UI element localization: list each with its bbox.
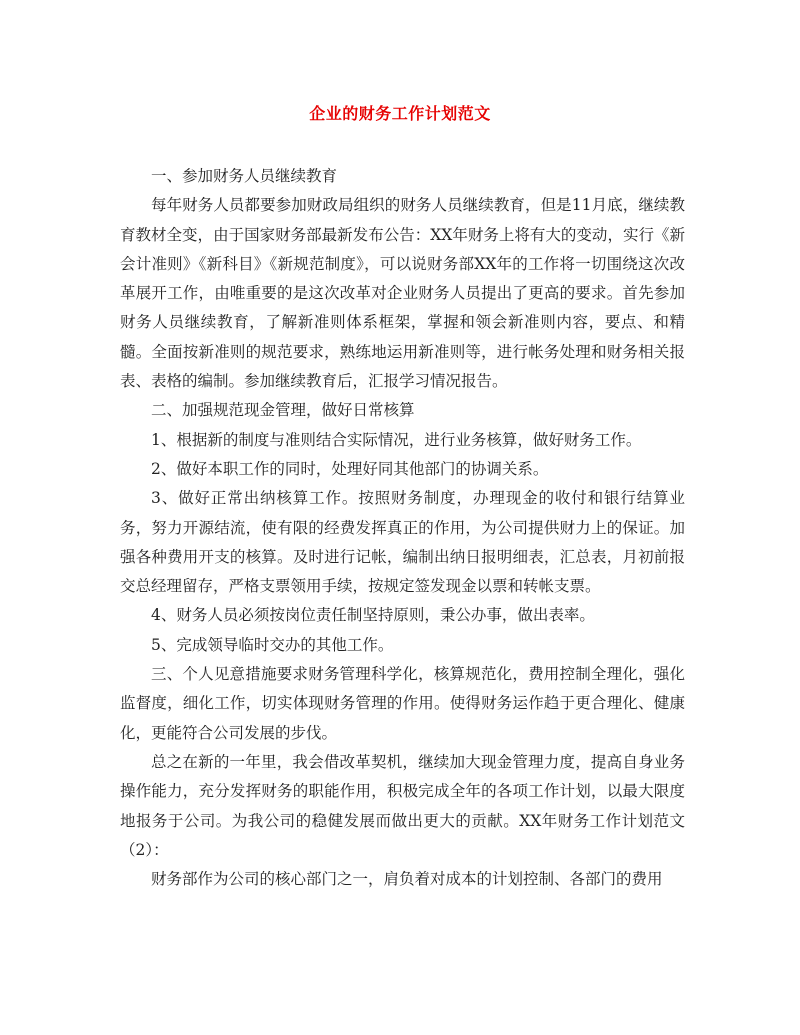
section-heading-3: 三、个人见意措施要求财务管理科学化，核算规范化，费用控制全理化，强化监督度，细化工作，切实体现财务管理的作用。使得财务运作趋于更合理化、健康化，更能符合公司发展的步伐。	[120, 665, 685, 742]
document-body	[120, 162, 685, 894]
list-item: 5、完成领导临时交办的其他工作。	[151, 635, 394, 654]
section-heading-1: 一、参加财务人员继续教育	[151, 167, 338, 185]
paragraph: 财务部作为公司的核心部门之一，肩负着对成本的计划控制、各部门的费用	[151, 870, 663, 889]
paragraph: 总之在新的一年里，我会借改革契机，继续加大现金管理力度，提高自身业务操作能力，充分发挥财务的职能作用，积极完成全年的各项工作计划，以最大限度地报务于公司。为我公司的稳健发展而做出更大的贡献。XX年财务工作计划范文（2）：	[120, 752, 685, 859]
list-item: 1、根据新的制度与准则结合实际情况，进行业务核算，做好财务工作。	[151, 430, 642, 449]
document-title: 企业的财务工作计划范文	[309, 104, 491, 123]
list-item: 2、做好本职工作的同时，处理好同其他部门的协调关系。	[151, 459, 549, 478]
section-heading-2: 二、加强规范现金管理，做好日常核算	[151, 401, 415, 420]
list-item: 3、做好正常出纳核算工作。按照财务制度，办理现金的收付和银行结算业务，努力开源结流，使有限的经费发挥真正的作用，为公司提供财力上的保证。加强各种费用开支的核算。及时进行记帐，编制出纳日报明细表，汇总表，月初前报交总经理留存，严格支票领用手续，按规定签发现金以票和转帐支票。	[120, 489, 685, 596]
paragraph: 每年财务人员都要参加财政局组织的财务人员继续教育，但是11月底，继续教育教材全变，由于国家财务部最新发布公告：XX年财务上将有大的变动，实行《新会计准则》《新科目》《新规范制度》，可以说财务部XX年的工作将一切围绕这次改革展开工作，由唯重要的是这次改革对企业财务人员提出了更高的要求。首先参加财务人员继续教育，了解新准则体系框架，掌握和领会新准则内容，要点、和精髓。全面按新准则的规范要求，熟练地运用新准则等，进行帐务处理和财务相关报表、表格的编制。参加继续教育后，汇报学习情况报告。	[120, 196, 685, 391]
list-item: 4、财务人员必须按岗位责任制坚持原则，秉公办事，做出表率。	[151, 606, 595, 625]
